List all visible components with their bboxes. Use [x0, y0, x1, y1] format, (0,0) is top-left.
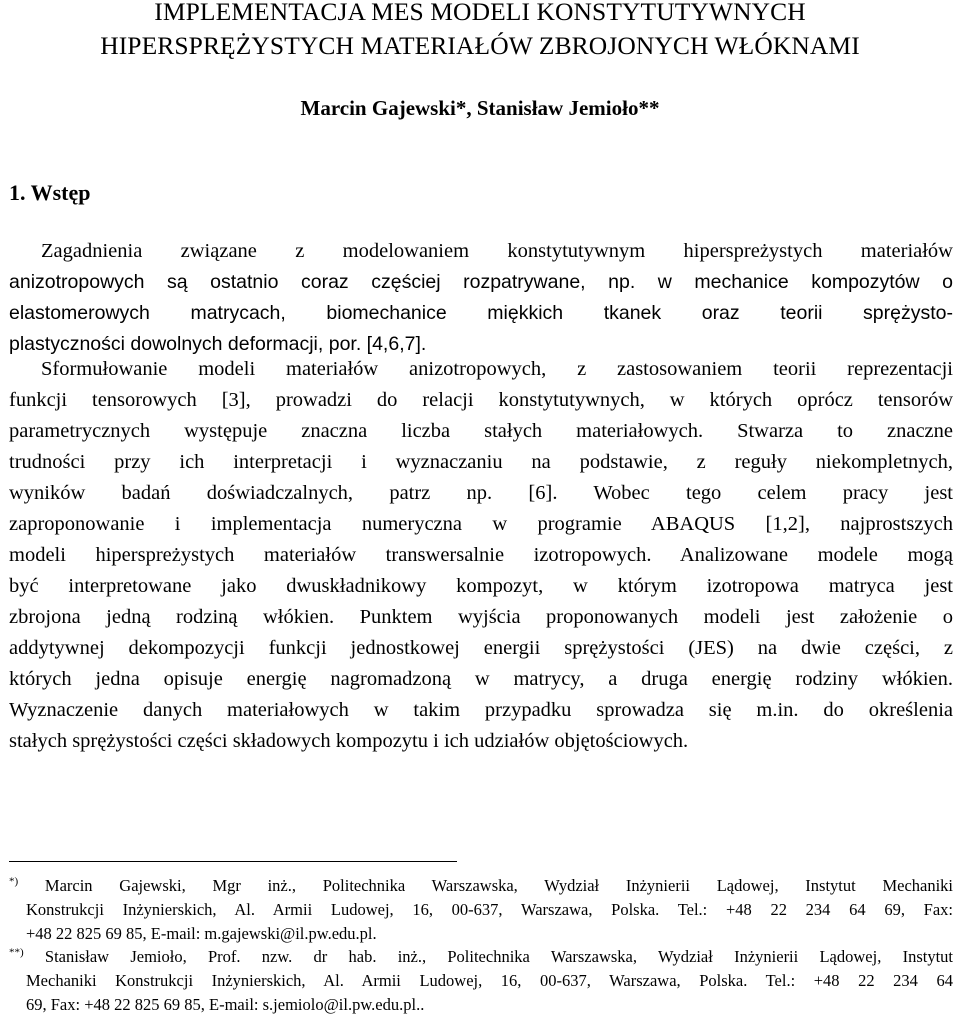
footnote-1-line-2: Konstrukcji Inżynierskich, Al. Armii Ludowej, 16, 00-637, Warszawa, Polska. Tel.: +48 22 234 64 69, Fax:: [26, 900, 953, 919]
body-line-5: wyników badań doświadczalnych, patrz np. [6]. Wobec tego celem pracy jest: [9, 482, 953, 504]
body-line-3: parametrycznych występuje znaczna liczba stałych materiałowych. Stwarza to znaczne: [9, 420, 953, 442]
body-line-9: zbrojona jedną rodziną włókien. Punktem wyjścia proponowanych modeli jest założenie o: [9, 606, 953, 628]
footnote-1: [9, 874, 953, 946]
body-line-7: modeli hiperspreżystych materiałów transwersalnie izotropowych. Analizowane modele mogą: [9, 544, 953, 566]
body-line-4: trudności przy ich interpretacji i wyznaczaniu na podstawie, z reguły niekompletnych,: [9, 451, 953, 473]
footnote-2-mark: **): [9, 946, 24, 959]
intro-line-2: [9, 267, 953, 298]
intro-line-4: plastyczności dowolnych deformacji, por. [4,6,7].: [9, 333, 427, 355]
intro-line-1: Zagadnienia związane z modelowaniem konstytutywnym hiperspreżystych materiałów: [41, 240, 953, 262]
body-line-13: stałych sprężystości części składowych kompozytu i ich udziałów objętościowych.: [9, 730, 689, 752]
footnote-2: [9, 945, 953, 1017]
body-line-11: których jedna opisuje energię nagromadzoną w matrycy, a druga energię rodziny włókien.: [9, 668, 953, 690]
section-heading: 1. Wstęp: [9, 180, 91, 205]
body-line-6: zaproponowanie i implementacja numeryczna w programie ABAQUS [1,2], najprostszych: [9, 513, 953, 535]
footnote-2-line-1: Stanisław Jemioło, Prof. nzw. dr hab. inż., Politechnika Warszawska, Wydział Inżynierii Lądowej, Instytut: [44, 947, 953, 966]
body-line-12: Wyznaczenie danych materiałowych w takim przypadku sprowadza się m.in. do określenia: [9, 699, 953, 721]
authors: Marcin Gajewski*, Stanisław Jemioło**: [300, 96, 660, 120]
body-line-10: addytywnej dekompozycji funkcji jednostkowej energii sprężystości (JES) na dwie części, z: [9, 637, 953, 659]
intro-line-2-text: anizotropowych są ostatnio coraz częściej rozpatrywane, np. w mechanice kompozytów o: [9, 271, 953, 293]
footnote-separator: [9, 861, 457, 862]
footnote-2-line-3: 69, Fax: +48 22 825 69 85, E-mail: s.jemiolo@il.pw.edu.pl..: [26, 995, 425, 1014]
footnote-1-line-3: +48 22 825 69 85, E-mail: m.gajewski@il.pw.edu.pl.: [26, 924, 377, 943]
title-line-1: IMPLEMENTACJA MES MODELI KONSTYTUTYWNYCH: [154, 0, 806, 26]
body-line-2: funkcji tensorowych [3], prowadzi do relacji konstytutywnych, w których oprócz tensorów: [9, 389, 953, 411]
title-line-2: HIPERSPRĘŻYSTYCH MATERIAŁÓW ZBROJONYCH WŁÓKNAMI: [100, 31, 860, 60]
paper-title: [0, 0, 960, 63]
body-line-1: Sformułowanie modeli materiałów anizotropowych, z zastosowaniem teorii reprezentacji: [41, 358, 953, 380]
footnote-1-line-1: Marcin Gajewski, Mgr inż., Politechnika Warszawska, Wydział Inżynierii Lądowej, Instytut Mechaniki: [44, 876, 954, 895]
intro-line-3: elastomerowych matrycach, biomechanice miękkich tkanek oraz teorii sprężysto-: [9, 302, 953, 324]
footnote-1-mark: *): [9, 875, 19, 888]
body-line-8: być interpretowane jako dwuskładnikowy kompozyt, w którym izotropowa matryca jest: [9, 575, 953, 597]
footnote-2-line-2: Mechaniki Konstrukcji Inżynierskich, Al. Armii Ludowej, 16, 00-637, Warszawa, Polska. Tel.: +48 22 234 64: [26, 971, 953, 990]
